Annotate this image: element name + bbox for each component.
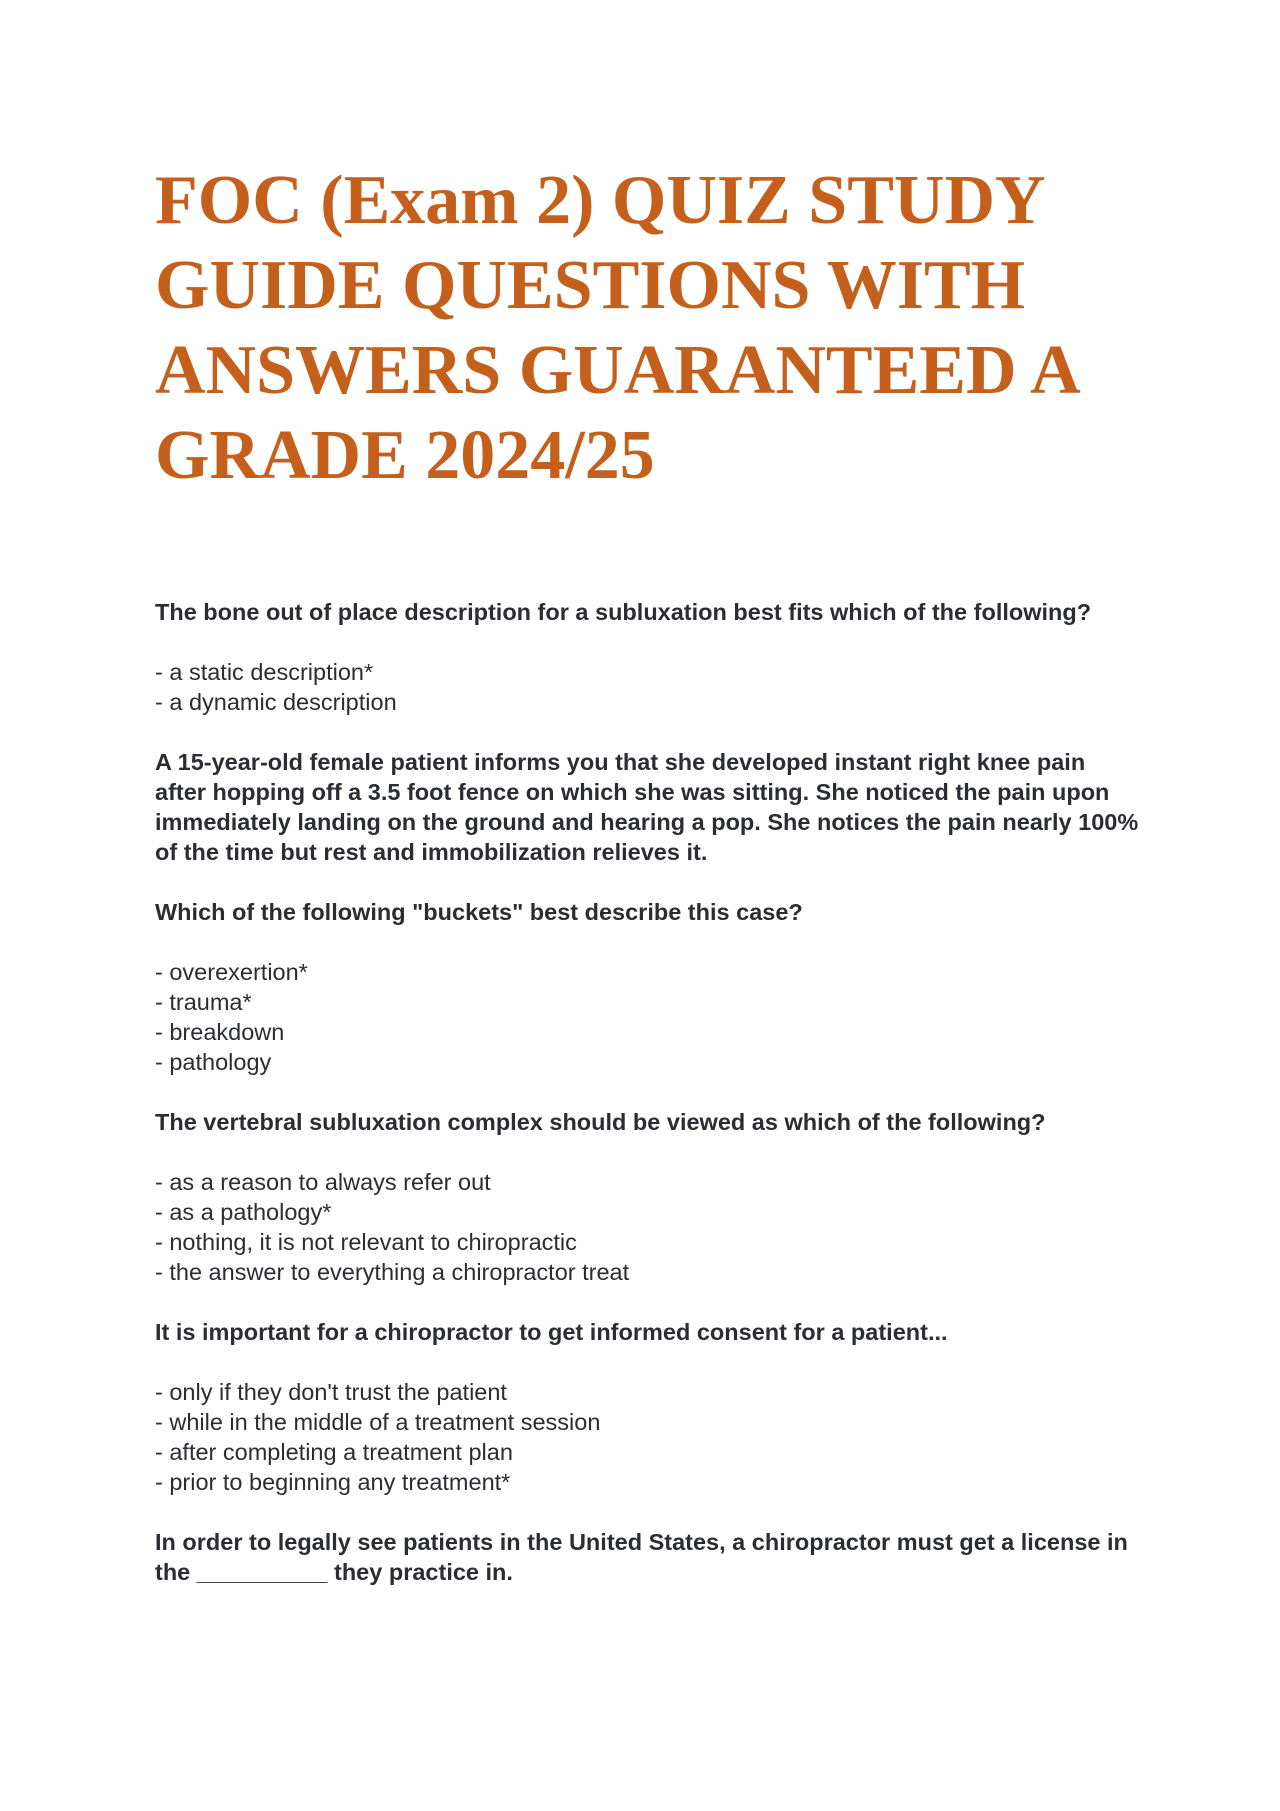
- answer-option: - only if they don't trust the patient: [155, 1379, 507, 1405]
- document-page: [155, 158, 1140, 1617]
- answer-options: [155, 657, 1140, 717]
- answer-option: - pathology: [155, 1049, 272, 1075]
- question-text: The bone out of place description for a subluxation best fits which of the following?: [155, 599, 1092, 625]
- answer-option: - overexertion*: [155, 959, 308, 985]
- answer-option: - after completing a treatment plan: [155, 1439, 513, 1465]
- answer-option: - trauma*: [155, 989, 252, 1015]
- answer-option: - a dynamic description: [155, 689, 397, 715]
- answer-options: [155, 1167, 1140, 1287]
- question-text: A 15-year-old female patient informs you that she developed instant right knee pain after hopping off a 3.5 foot fence on which she was sitting. She noticed the pain upon immediately landing on the ground and hearing a pop. She notices the pain nearly 100% of the time but rest and immobilization relieves it.: [155, 749, 1139, 865]
- question-text: The vertebral subluxation complex should be viewed as which of the following?: [155, 1109, 1046, 1135]
- answer-option: - a static description*: [155, 659, 374, 685]
- question-text: Which of the following "buckets" best describe this case?: [155, 899, 803, 925]
- answer-option: - while in the middle of a treatment session: [155, 1409, 601, 1435]
- question-text: In order to legally see patients in the United States, a chiropractor must get a license in the __________ they practice in.: [155, 1529, 1128, 1585]
- question-text: It is important for a chiropractor to get informed consent for a patient...: [155, 1319, 948, 1345]
- answer-option: - breakdown: [155, 1019, 285, 1045]
- answer-options: [155, 957, 1140, 1077]
- document-title: FOC (Exam 2) QUIZ STUDY GUIDE QUESTIONS WITH ANSWERS GUARANTEED A GRADE 2024/25: [155, 162, 1077, 494]
- answer-options: [155, 1377, 1140, 1497]
- answer-option: - as a pathology*: [155, 1199, 332, 1225]
- answer-option: - the answer to everything a chiropractor treat: [155, 1259, 630, 1285]
- answer-option: - as a reason to always refer out: [155, 1169, 491, 1195]
- question-list: [155, 597, 1140, 1587]
- answer-option: - prior to beginning any treatment*: [155, 1469, 511, 1495]
- answer-option: - nothing, it is not relevant to chiropractic: [155, 1229, 577, 1255]
